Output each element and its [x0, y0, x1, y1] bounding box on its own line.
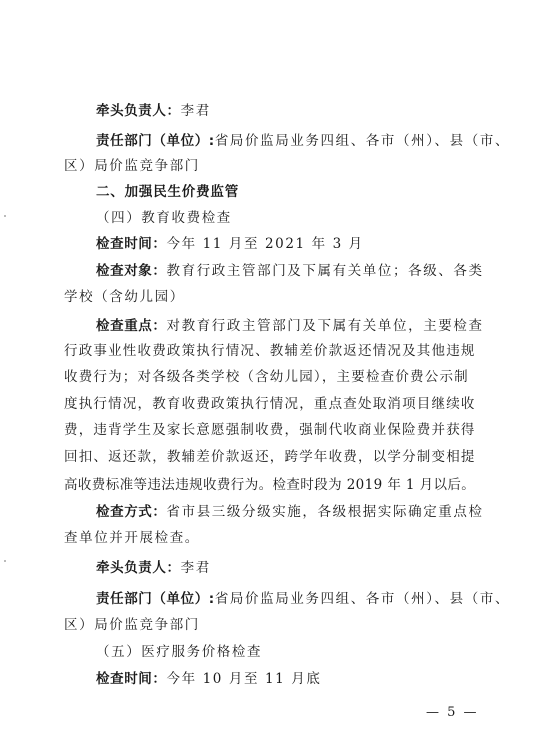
field-label: 检查重点：: [96, 318, 167, 334]
inspection-focus-line: [96, 317, 484, 335]
field-label: 责任部门（单位）:: [96, 591, 215, 607]
paragraph-line: [64, 529, 200, 547]
field-value: 今年 11 月至 2021 年 3 月: [166, 236, 364, 252]
heading-text: 二、加强民生价费监管: [96, 184, 239, 200]
field-label: 牵头负责人：: [96, 103, 181, 119]
subsection-text: （五）医疗服务价格检查: [96, 644, 263, 660]
page-number: — 5 —: [426, 705, 479, 720]
paragraph-line: [64, 368, 469, 386]
subsection-heading: [96, 643, 262, 661]
line-text: 度执行情况，教育收费政策执行情况，重点查处取消项目继续收: [64, 396, 476, 412]
line-text: 区）局价监竞争部门: [64, 158, 200, 174]
subsection-text: （四）教育收费检查: [96, 210, 232, 226]
section-heading: [96, 183, 239, 201]
field-label: 检查方式：: [96, 504, 167, 520]
line-text: 收费行为；对各级各类学校（含幼儿园），主要检查价费公示制: [64, 369, 469, 385]
scan-edge-mark: [4, 215, 6, 217]
field-value: 省局价监局业务四组、各市（州）、县（市、: [214, 591, 511, 607]
paragraph-line: [64, 616, 200, 634]
paragraph-line: [64, 157, 200, 175]
paragraph-line: [64, 288, 185, 306]
scan-edge-mark: [4, 560, 6, 562]
paragraph-line: [64, 342, 476, 360]
responsible-dept-line: [96, 590, 510, 608]
paragraph-line: [64, 448, 476, 466]
field-value: 对教育行政主管部门及下属有关单位，主要检查: [166, 318, 484, 334]
field-label: 牵头负责人：: [96, 560, 181, 576]
line-text: 行政事业性收费政策执行情况、教辅差价款返还情况及其他违规: [64, 343, 476, 359]
paragraph-line: [64, 421, 476, 439]
line-text: 费，违背学生及家长意愿强制收费，强制代收商业保险费并获得: [64, 422, 476, 438]
field-value: 今年 10 月至 11 月底: [166, 671, 322, 687]
field-value: 李君: [180, 560, 211, 576]
line-text: 查单位并开展检查。: [64, 530, 200, 546]
field-value: 省局价监局业务四组、各市（州）、县（市、: [214, 133, 511, 149]
responsible-dept-line: [96, 132, 510, 150]
field-label: 责任部门（单位）:: [96, 133, 215, 149]
inspection-target-line: [96, 262, 484, 280]
inspection-time-line: [96, 235, 364, 253]
line-text: 区）局价监竞争部门: [64, 617, 200, 633]
field-label: 检查时间：: [96, 236, 167, 252]
field-value: 教育行政主管部门及下属有关单位；各级、各类: [166, 263, 484, 279]
line-text: 回扣、返还款，教辅差价款返还，跨学年收费，以学分制变相提: [64, 449, 476, 465]
field-label: 检查对象：: [96, 263, 167, 279]
subsection-heading: [96, 209, 232, 227]
line-text: 高收费标准等违法违规收费行为。检查时段为 2019 年 1 月以后。: [64, 477, 476, 493]
line-text: 学校（含幼儿园）: [64, 289, 185, 305]
inspection-method-line: [96, 503, 484, 521]
paragraph-line: [64, 395, 476, 413]
field-value: 李君: [180, 103, 211, 119]
lead-person-line: [96, 559, 211, 577]
inspection-time-line: [96, 670, 321, 688]
lead-person-line: [96, 102, 211, 120]
field-value: 省市县三级分级实施，各级根据实际确定重点检: [166, 504, 484, 520]
paragraph-line: [64, 476, 475, 494]
field-label: 检查时间：: [96, 671, 167, 687]
